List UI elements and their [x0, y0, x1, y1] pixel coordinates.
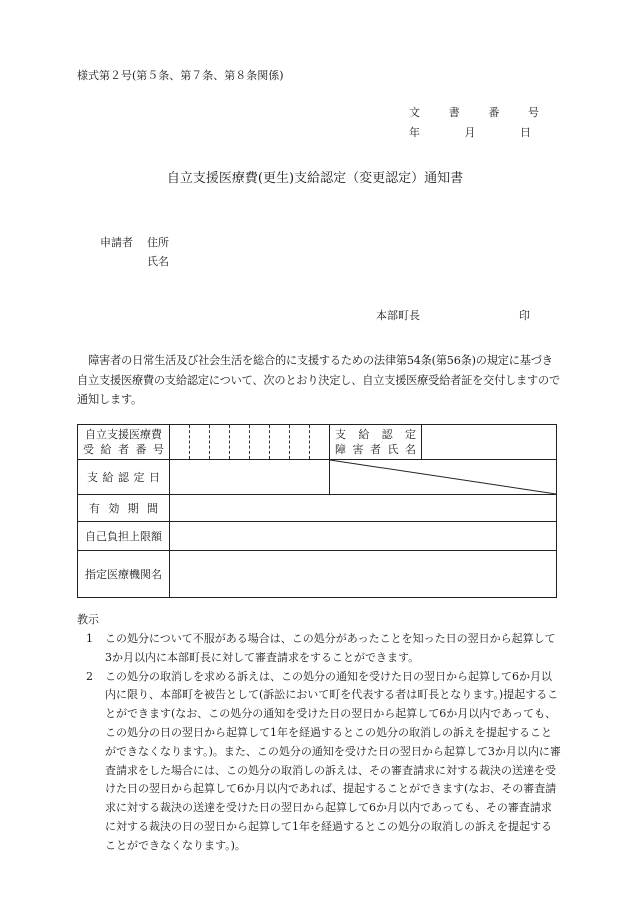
notice-item: [77, 630, 561, 668]
certified-person-line2: [330, 442, 421, 457]
document-title: 自立支援医療費(更生)支給認定（変更認定）通知書: [166, 171, 464, 186]
digit-box[interactable]: [170, 425, 189, 459]
designated-institution-label: 指定医療機関名: [78, 551, 170, 598]
body-text: 障害者の日常生活及び社会生活を総合的に支援するための法律第54条(第56条)の規定に基づき自立支援医療費の支給認定について、次のとおり決定し、自立支援医療受給者証を交付しますので通知します。: [77, 354, 561, 406]
label-char: 期: [127, 502, 139, 515]
label-char: 給: [100, 443, 112, 456]
document-number-label: [409, 107, 539, 118]
label-char: 間: [146, 502, 158, 515]
certification-date-field[interactable]: [170, 460, 330, 495]
notice-item-text: この処分について不服がある場合は、この処分があったことを知った日の翌日から起算して3か月以内に本部町長に対して審査請求をすることができます。: [105, 632, 556, 664]
recipient-number-label: [78, 425, 170, 460]
diagonal-line: [330, 460, 556, 494]
doc-char: 文: [409, 106, 420, 119]
designated-institution-field[interactable]: [170, 551, 557, 598]
label-char: 日: [149, 471, 160, 484]
doc-char: 番: [488, 106, 500, 119]
label-char: 者: [370, 443, 381, 456]
notice-title: 教示: [77, 613, 99, 626]
label-char: 定: [404, 428, 416, 441]
certified-person-field[interactable]: [422, 425, 557, 460]
certification-date-void-cell: [330, 460, 557, 495]
digit-box[interactable]: [269, 425, 289, 459]
label-char: 支: [87, 471, 98, 484]
name-label: 氏名: [147, 255, 169, 268]
certified-person-label: [330, 425, 422, 460]
validity-period-label: [78, 495, 170, 522]
label-char: 号: [153, 443, 164, 456]
digit-box[interactable]: [229, 425, 249, 459]
label-char: 名: [405, 443, 416, 456]
digit-box[interactable]: [249, 425, 269, 459]
seal-mark: 印: [519, 309, 530, 322]
label-char: 氏: [387, 443, 399, 456]
form-number: 様式第２号(第５条、第７条、第８条関係): [77, 69, 284, 82]
certification-date-label: [78, 460, 170, 495]
label-char: 給: [358, 428, 370, 441]
date-day: 日: [520, 126, 531, 139]
notice-item-number: 2: [86, 669, 93, 683]
label-char: 番: [135, 443, 147, 456]
digit-box[interactable]: [309, 425, 329, 459]
date-year: 年: [409, 126, 420, 139]
label-char: 障: [335, 443, 346, 456]
digit-box[interactable]: [189, 425, 209, 459]
doc-char: 号: [527, 106, 539, 119]
address-label: 住所: [147, 236, 169, 249]
applicant-label: 申請者: [100, 236, 133, 249]
label-char: 定: [133, 471, 145, 484]
label-char: 効: [108, 502, 120, 515]
copay-limit-label: 自己負担上限額: [78, 522, 170, 551]
label-char: 支: [335, 428, 346, 441]
recipient-number-boxes[interactable]: [170, 425, 330, 460]
label-char: 認: [381, 428, 393, 441]
validity-period-field[interactable]: [170, 495, 557, 522]
label-char: 受: [83, 443, 94, 456]
digit-box[interactable]: [209, 425, 229, 459]
notice-item: [77, 668, 561, 856]
label-char: 害: [352, 443, 364, 456]
label-char: 給: [102, 471, 114, 484]
recipient-number-line1: 自立支援医療費: [85, 428, 162, 441]
certified-person-line1: [330, 427, 421, 442]
date-label: [409, 127, 531, 138]
recipient-number-line2: [78, 442, 169, 457]
notice-item-number: 1: [86, 632, 93, 645]
doc-char: 書: [448, 106, 460, 119]
label-char: 有: [89, 502, 100, 515]
issuer-title: 本部町長: [376, 309, 420, 322]
notice-list: [77, 630, 561, 856]
label-char: 認: [118, 471, 129, 484]
notice-item-text: この処分の取消しを求める訴えは、この処分の通知を受けた日の翌日から起算して6か月以内に限り、本部町を被告として(訴訟において町を代表する者は町長となります。)提起することができます(なお、この処分の通知を受けた日の翌日から起算して6か月以内であっても、この処分の日の翌日から起算して1年を経過するとこの処分の取消しの訴えを提起することができなくなります。)。また、この処分の通知を受けた日の翌日から起算して3か月以内に審査請求をした場合には、この処分の取消しの訴えは、その審査請求に対する裁決の送達を受けた日の翌日から起算して6か月以内であれば、提起することができます(なお、その審査請求に対する裁決の送達を受けた日の翌日から起算して6か月以内であっても、その審査請求に対する裁決の日の翌日から起算して1年を経過するとこの処分の取消しの訴えを提起することができなくなります。)。: [105, 669, 561, 852]
copay-limit-field[interactable]: [170, 522, 557, 551]
date-month: 月: [464, 126, 476, 139]
digit-box[interactable]: [289, 425, 309, 459]
certification-table: [77, 424, 557, 598]
label-char: 者: [118, 443, 129, 456]
